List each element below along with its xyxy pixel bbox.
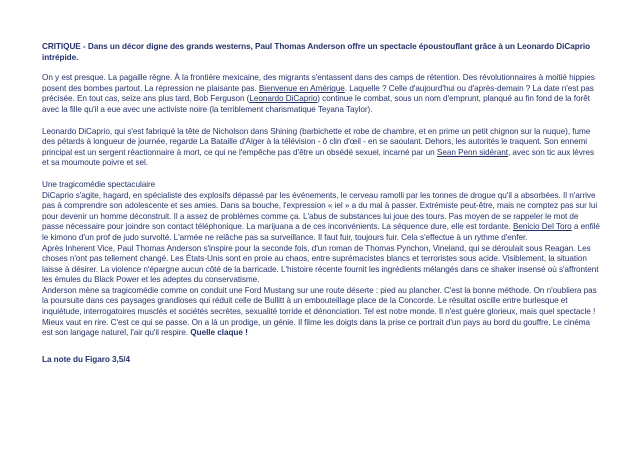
paragraph-text: a enfilé le kimono d'un prof de judo survolté. L'armée ne relâche pas sa surveillance. Il faut fuir, toujours fuir. Cela s'effectue à un rythme d'enfer. — [42, 222, 600, 242]
paragraph-tragicomedie — [42, 191, 600, 339]
article-lead: CRITIQUE - Dans un décor digne des grands westerns, Paul Thomas Anderson offre un spectacle époustouflant grâce à un Leonardo DiCaprio intrépide. — [42, 42, 591, 62]
link-sean-penn-siderant[interactable]: Sean Penn sidérant — [436, 147, 508, 157]
paragraph-text: On y est presque. La pagaille règne. À la frontière mexicaine, des migrants s'entassent dans des camps de rétention. Des révolutionnaires à moitié hippies posent des bombes partout. La répression ne plaisante pas. — [42, 73, 595, 93]
paragraph-text: ) continue le combat, sous un nom d'emprunt, planqué au fin fond de la forêt avec la fille qu'il a eue avec une activiste noire (la terriblement charismatique Teyana Taylor). — [42, 94, 590, 114]
paragraph-text: . Laquelle ? Celle d'aujourd'hui ou d'après-demain ? La date n'est pas précisée. En tout cas, seize ans plus tard, Bob Ferguson ( — [42, 83, 594, 104]
paragraph-text: Anderson mène sa tragicomédie comme on conduit une Ford Mustang sur une route déserte : pied au plancher. C'est la bonne méthode. On n'oubliera pas la poursuite dans ces paysages grandioses qui réduit celle de Bullitt à un embouteillage place de la Concorde. Le résultat oscille entre burlesque et inquiétude, interrogatoires musclés et sociétés secrètes, sexualité torride et dénonciation. Tel est notre monde. Il n'est guère glorieux, mais quel spectacle ! Mieux vaut en rire. C'est ce qui se passe. On a là un prodige, un génie. Il filme les doigts dans la prise ce portrait d'un pays au bord du gouffre. Le cinéma est son langage naturel, l'air qu'il respire. — [42, 285, 597, 338]
paragraph-dicaprio — [42, 127, 600, 169]
link-bienvenue-en-amerique[interactable]: Bienvenue en Amérique — [258, 83, 345, 93]
closing-exclamation: Quelle claque ! — [190, 328, 248, 338]
paragraph-text: Leonardo DiCaprio, qui s'est fabriqué la tête de Nicholson dans Shining (barbichette et robe de chambre, et en prime un petit chignon sur la nuque), fume des pétards à longueur de journée, regarde La Bataille d'Alger à la télévision - ô clin d'œil - en se saoulant. Dehors, les autorités le traquent. Son ennemi principal est un sergent réactionnaire à mort, ce qui ne l'empêche pas d'être un obsédé sexuel, incarné par un — [42, 126, 591, 157]
paragraph-intro — [42, 73, 600, 115]
paragraph-text: DiCaprio s'agite, hagard, en spécialiste des explosifs dépassé par les événements, le cerveau ramolli par les tonnes de drogue qu'il a absorbées. Il n'arrive pas à comprendre son adolescente et ses amies. Dans sa bouche, l'expression « iel » a du mal à passer. Extrémiste peut-être, mais ne comptez pas sur lui pour devenir un homme déconstruit. Il a assez de problèmes comme ça. L'abus de substances lui joue des tours. Pas moyen de se rappeler le mot de passe nécessaire pour joindre son contact téléphonique. La marijuana a de ces inconvénients. La séquence dure, elle est tordante. — [42, 190, 598, 232]
paragraph-text: Après Inherent Vice, Paul Thomas Anderson s'inspire pour la seconde fois, d'un roman de Thomas Pynchon, Vineland, qui se déroulait sous Reagan. Les choses n'ont pas tellement changé. Les États-Unis sont en proie au chaos, entre suprémacistes blancs et terroristes sous acide. Visiblement, la situation laisse à désirer. La violence n'épargne aucun côté de la barricade. L'histoire récente fournit les ingrédients mélangés dans ce shaker insensé où s'affrontent les émules du Black Power et les adeptes du conservatisme. — [42, 243, 599, 285]
section-subheading: Une tragicomédie spectaculaire — [42, 179, 156, 189]
paragraph-text: , avec son tic aux lèvres et sa moumoute poivre et sel. — [42, 147, 595, 168]
link-leonardo-dicaprio[interactable]: Leonardo DiCaprio — [249, 94, 318, 104]
link-benicio-del-toro[interactable]: Benicio Del Toro — [512, 222, 572, 232]
figaro-rating: La note du Figaro 3,5/4 — [42, 354, 131, 364]
